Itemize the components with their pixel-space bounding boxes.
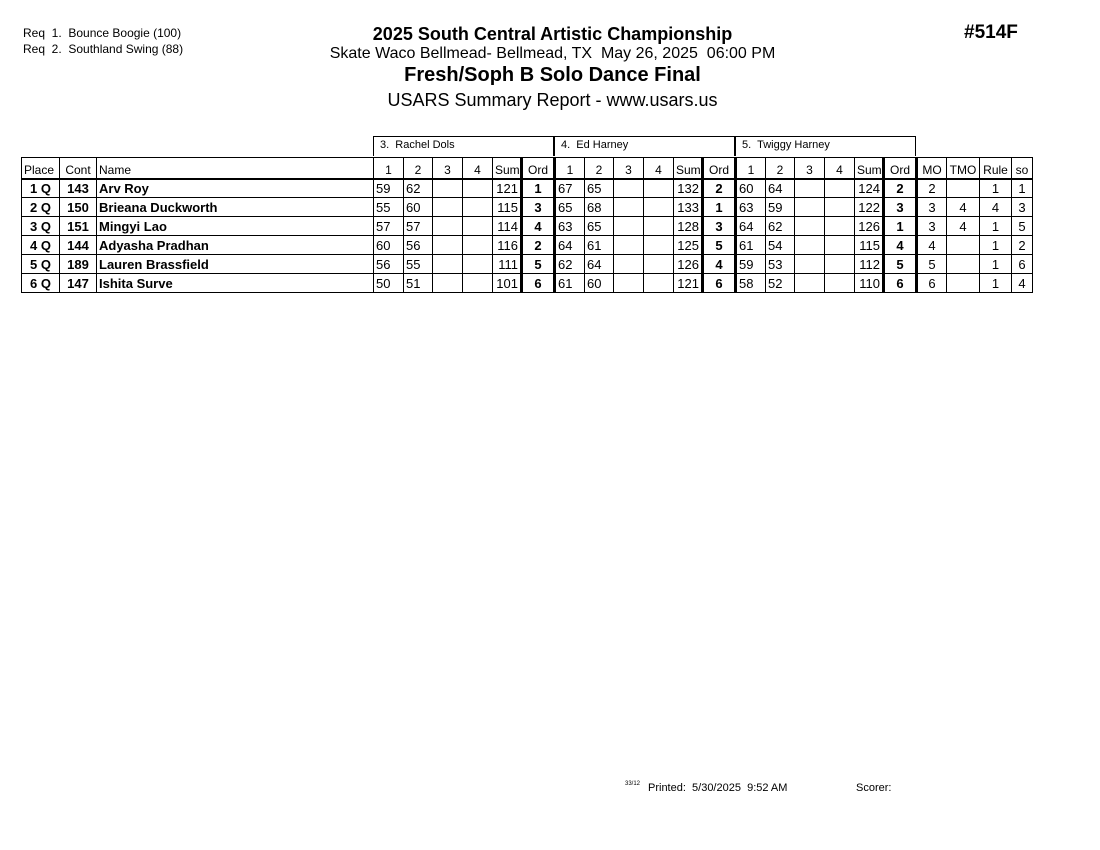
cell-score xyxy=(825,217,855,236)
cell-score xyxy=(644,236,674,255)
col-header-score-3: 3 xyxy=(614,158,644,179)
col-header-score-1: 1 xyxy=(555,158,585,179)
col-header-ord: Ord xyxy=(522,158,555,179)
cell-so: 3 xyxy=(1012,198,1033,217)
cell-sum: 128 xyxy=(674,217,703,236)
cell-score: 61 xyxy=(736,236,766,255)
col-header-score-4: 4 xyxy=(463,158,493,179)
cell-score: 64 xyxy=(585,255,614,274)
cell-score xyxy=(825,198,855,217)
cell-score: 67 xyxy=(555,179,585,198)
cell-score xyxy=(795,236,825,255)
cell-ord: 3 xyxy=(522,198,555,217)
col-header-so: so xyxy=(1012,158,1033,179)
cell-sum: 110 xyxy=(855,274,884,293)
cell-rule: 4 xyxy=(980,198,1012,217)
cell-place: 6 Q xyxy=(22,274,60,293)
cell-score xyxy=(463,255,493,274)
cell-score: 60 xyxy=(736,179,766,198)
cell-sum: 126 xyxy=(674,255,703,274)
col-header-rule: Rule xyxy=(980,158,1012,179)
col-header-score-3: 3 xyxy=(795,158,825,179)
scorer-label: Scorer: xyxy=(856,782,892,794)
cell-score xyxy=(644,217,674,236)
col-header-sum: Sum xyxy=(674,158,703,179)
cell-ord: 2 xyxy=(703,179,736,198)
col-header-ord: Ord xyxy=(884,158,917,179)
cell-score: 65 xyxy=(585,217,614,236)
cell-so: 2 xyxy=(1012,236,1033,255)
cell-tmo xyxy=(947,274,980,293)
cell-sum: 115 xyxy=(493,198,522,217)
cell-place: 5 Q xyxy=(22,255,60,274)
col-header-score-2: 2 xyxy=(404,158,433,179)
cell-score xyxy=(433,274,463,293)
col-header-score-2: 2 xyxy=(766,158,795,179)
cell-score xyxy=(795,217,825,236)
cell-place: 3 Q xyxy=(22,217,60,236)
col-header-score-3: 3 xyxy=(433,158,463,179)
cell-ord: 4 xyxy=(522,217,555,236)
table-row xyxy=(22,179,1033,198)
cell-sum: 114 xyxy=(493,217,522,236)
cell-score xyxy=(614,236,644,255)
table-row xyxy=(22,255,1033,274)
table-row xyxy=(22,274,1033,293)
judge-header-2: 4. Ed Harney xyxy=(554,136,735,156)
cell-score xyxy=(433,255,463,274)
competition-title: 2025 South Central Artistic Championship xyxy=(372,24,733,44)
cell-ord: 2 xyxy=(884,179,917,198)
cell-tmo xyxy=(947,179,980,198)
cell-name: Ishita Surve xyxy=(97,274,374,293)
cell-tmo: 4 xyxy=(947,217,980,236)
cell-rule: 1 xyxy=(980,179,1012,198)
cell-mo: 2 xyxy=(917,179,947,198)
cell-cont: 144 xyxy=(60,236,97,255)
cell-score: 59 xyxy=(374,179,404,198)
cell-score xyxy=(644,198,674,217)
requirement-2: Req 2. Southland Swing (88) xyxy=(23,42,184,56)
cell-name: Mingyi Lao xyxy=(97,217,374,236)
cell-ord: 3 xyxy=(703,217,736,236)
table-row xyxy=(22,236,1033,255)
col-header-score-1: 1 xyxy=(374,158,404,179)
cell-rule: 1 xyxy=(980,236,1012,255)
event-number: #514F xyxy=(964,22,1018,43)
requirement-1: Req 1. Bounce Boogie (100) xyxy=(23,26,182,40)
col-header-score-2: 2 xyxy=(585,158,614,179)
cell-score xyxy=(614,255,644,274)
cell-ord: 5 xyxy=(522,255,555,274)
cell-score xyxy=(825,179,855,198)
cell-score: 59 xyxy=(736,255,766,274)
cell-score: 61 xyxy=(555,274,585,293)
cell-cont: 143 xyxy=(60,179,97,198)
cell-score: 63 xyxy=(555,217,585,236)
cell-score xyxy=(463,217,493,236)
col-header-name: Name xyxy=(97,158,374,179)
col-header-score-4: 4 xyxy=(825,158,855,179)
cell-ord: 2 xyxy=(522,236,555,255)
cell-rule: 1 xyxy=(980,217,1012,236)
cell-score: 58 xyxy=(736,274,766,293)
col-header-score-1: 1 xyxy=(736,158,766,179)
cell-score: 63 xyxy=(736,198,766,217)
cell-so: 4 xyxy=(1012,274,1033,293)
cell-name: Lauren Brassfield xyxy=(97,255,374,274)
cell-score: 68 xyxy=(585,198,614,217)
cell-score: 52 xyxy=(766,274,795,293)
cell-score xyxy=(433,236,463,255)
cell-score: 60 xyxy=(404,198,433,217)
cell-score: 50 xyxy=(374,274,404,293)
cell-score xyxy=(463,274,493,293)
cell-score xyxy=(644,255,674,274)
cell-ord: 5 xyxy=(884,255,917,274)
cell-sum: 121 xyxy=(674,274,703,293)
cell-sum: 111 xyxy=(493,255,522,274)
cell-sum: 126 xyxy=(855,217,884,236)
cell-mo: 4 xyxy=(917,236,947,255)
cell-score xyxy=(433,217,463,236)
cell-ord: 5 xyxy=(703,236,736,255)
cell-rule: 1 xyxy=(980,255,1012,274)
results-table xyxy=(21,157,1033,293)
cell-score xyxy=(825,236,855,255)
cell-name: Adyasha Pradhan xyxy=(97,236,374,255)
cell-cont: 151 xyxy=(60,217,97,236)
table-header-row xyxy=(22,158,1033,179)
cell-name: Brieana Duckworth xyxy=(97,198,374,217)
report-title: USARS Summary Report - www.usars.us xyxy=(387,90,718,110)
cell-score xyxy=(795,255,825,274)
col-header-place: Place xyxy=(22,158,60,179)
cell-tmo xyxy=(947,236,980,255)
judge-header-3: 5. Twiggy Harney xyxy=(735,136,916,156)
cell-score xyxy=(433,179,463,198)
cell-mo: 5 xyxy=(917,255,947,274)
cell-ord: 6 xyxy=(703,274,736,293)
venue-date: Skate Waco Bellmead- Bellmead, TX May 26, 2025 06:00 PM xyxy=(329,45,776,62)
cell-sum: 122 xyxy=(855,198,884,217)
table-row xyxy=(22,198,1033,217)
cell-tmo: 4 xyxy=(947,198,980,217)
cell-score: 62 xyxy=(404,179,433,198)
cell-score xyxy=(644,179,674,198)
cell-score xyxy=(463,198,493,217)
cell-tmo xyxy=(947,255,980,274)
cell-score xyxy=(614,217,644,236)
cell-mo: 3 xyxy=(917,198,947,217)
cell-score: 65 xyxy=(555,198,585,217)
cell-ord: 1 xyxy=(703,198,736,217)
cell-ord: 1 xyxy=(522,179,555,198)
cell-sum: 115 xyxy=(855,236,884,255)
cell-place: 4 Q xyxy=(22,236,60,255)
cell-mo: 6 xyxy=(917,274,947,293)
printed-timestamp: Printed: 5/30/2025 9:52 AM xyxy=(648,782,788,794)
cell-score: 55 xyxy=(374,198,404,217)
cell-sum: 116 xyxy=(493,236,522,255)
cell-cont: 189 xyxy=(60,255,97,274)
cell-mo: 3 xyxy=(917,217,947,236)
cell-score: 60 xyxy=(585,274,614,293)
cell-sum: 133 xyxy=(674,198,703,217)
col-header-mo: MO xyxy=(917,158,947,179)
cell-score: 62 xyxy=(555,255,585,274)
cell-ord: 1 xyxy=(884,217,917,236)
cell-score: 60 xyxy=(374,236,404,255)
cell-sum: 125 xyxy=(674,236,703,255)
cell-score: 64 xyxy=(766,179,795,198)
cell-score: 56 xyxy=(404,236,433,255)
cell-score xyxy=(614,179,644,198)
cell-score: 55 xyxy=(404,255,433,274)
cell-score: 64 xyxy=(555,236,585,255)
cell-score xyxy=(795,198,825,217)
col-header-ord: Ord xyxy=(703,158,736,179)
col-header-sum: Sum xyxy=(855,158,884,179)
col-header-cont: Cont xyxy=(60,158,97,179)
cell-sum: 112 xyxy=(855,255,884,274)
cell-place: 2 Q xyxy=(22,198,60,217)
cell-score xyxy=(825,255,855,274)
event-title: Fresh/Soph B Solo Dance Final xyxy=(404,64,701,86)
cell-so: 6 xyxy=(1012,255,1033,274)
cell-sum: 124 xyxy=(855,179,884,198)
cell-score: 59 xyxy=(766,198,795,217)
cell-place: 1 Q xyxy=(22,179,60,198)
cell-sum: 121 xyxy=(493,179,522,198)
cell-score xyxy=(644,274,674,293)
cell-score xyxy=(614,198,644,217)
cell-score: 54 xyxy=(766,236,795,255)
cell-ord: 6 xyxy=(884,274,917,293)
cell-score xyxy=(433,198,463,217)
cell-score: 56 xyxy=(374,255,404,274)
cell-name: Arv Roy xyxy=(97,179,374,198)
cell-score: 64 xyxy=(736,217,766,236)
cell-score: 51 xyxy=(404,274,433,293)
cell-score xyxy=(795,274,825,293)
cell-score xyxy=(463,179,493,198)
table-row xyxy=(22,217,1033,236)
cell-ord: 4 xyxy=(884,236,917,255)
col-header-sum: Sum xyxy=(493,158,522,179)
cell-score: 53 xyxy=(766,255,795,274)
cell-score: 61 xyxy=(585,236,614,255)
cell-score: 57 xyxy=(404,217,433,236)
cell-ord: 6 xyxy=(522,274,555,293)
cell-ord: 3 xyxy=(884,198,917,217)
cell-score: 57 xyxy=(374,217,404,236)
cell-sum: 132 xyxy=(674,179,703,198)
cell-so: 1 xyxy=(1012,179,1033,198)
cell-ord: 4 xyxy=(703,255,736,274)
cell-so: 5 xyxy=(1012,217,1033,236)
col-header-tmo: TMO xyxy=(947,158,980,179)
cell-score: 65 xyxy=(585,179,614,198)
cell-score xyxy=(795,179,825,198)
col-header-score-4: 4 xyxy=(644,158,674,179)
cell-score xyxy=(614,274,644,293)
cell-cont: 147 xyxy=(60,274,97,293)
cell-score: 62 xyxy=(766,217,795,236)
footer-mark: 33/12 xyxy=(625,781,641,787)
cell-score xyxy=(463,236,493,255)
judge-header-1: 3. Rachel Dols xyxy=(373,136,554,156)
cell-cont: 150 xyxy=(60,198,97,217)
cell-score xyxy=(825,274,855,293)
cell-sum: 101 xyxy=(493,274,522,293)
cell-rule: 1 xyxy=(980,274,1012,293)
